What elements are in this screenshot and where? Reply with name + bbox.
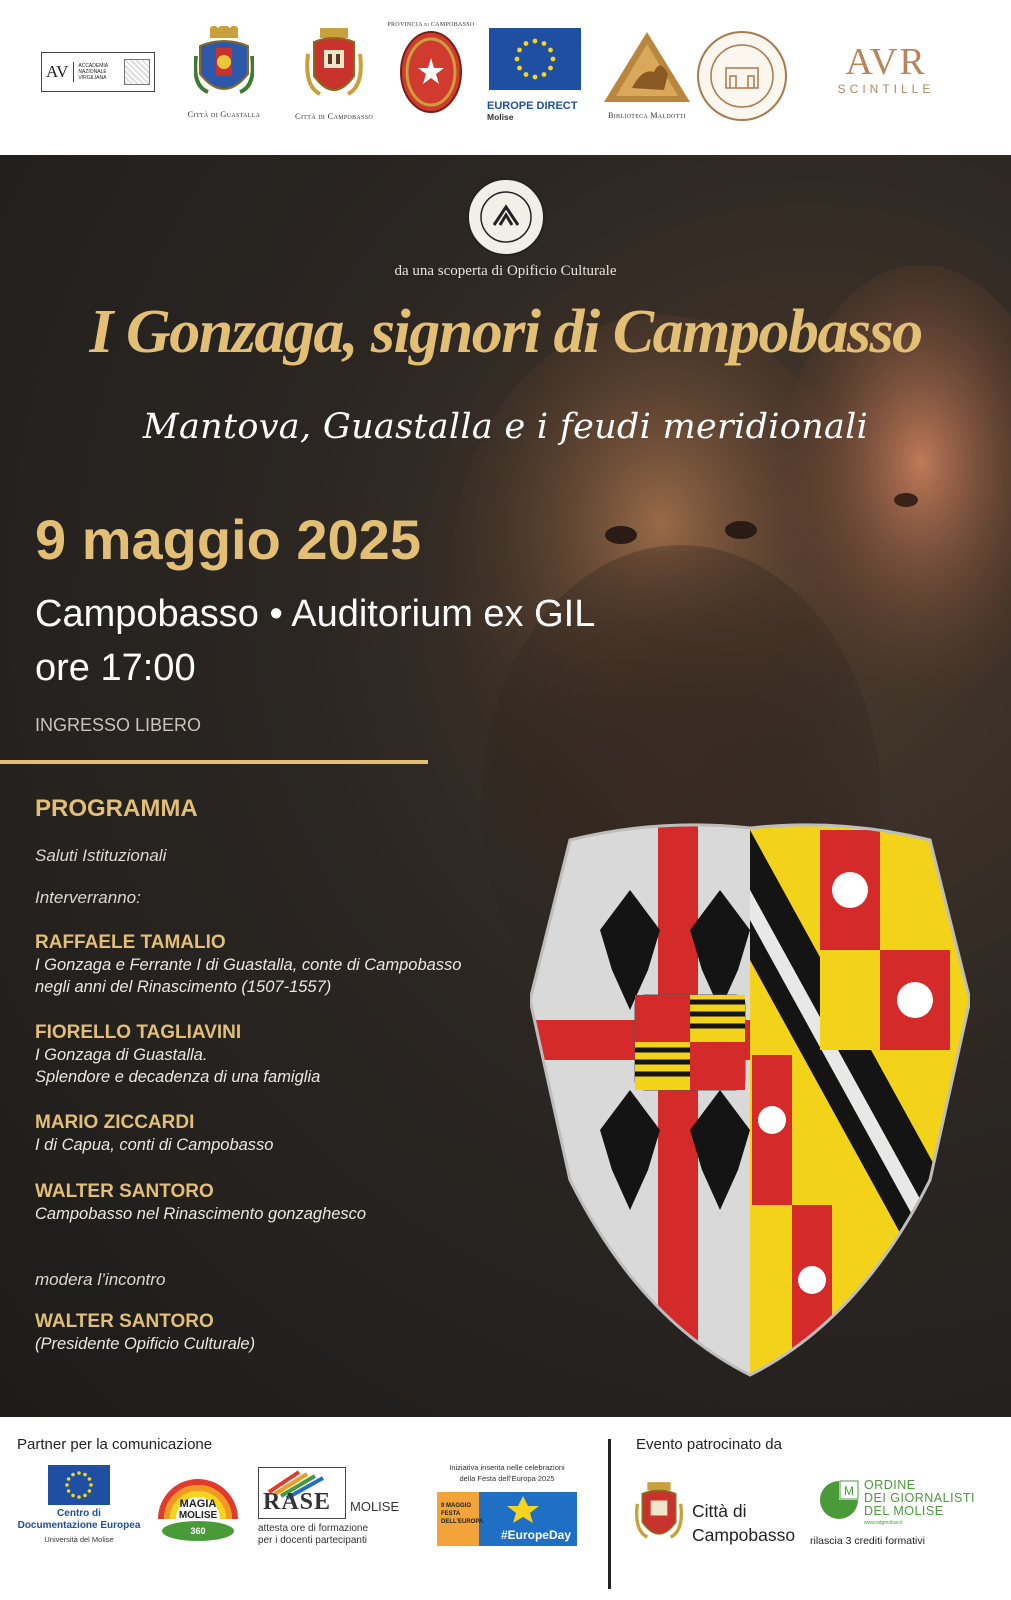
rase-note-line2: per i docenti partecipanti	[258, 1535, 367, 1546]
moderator-name: WALTER SANTORO	[35, 1311, 214, 1332]
program-heading: PROGRAMMA	[35, 795, 198, 822]
speaker-name: WALTER SANTORO	[35, 1181, 214, 1202]
speaker-name: FIORELLO TAGLIAVINI	[35, 1022, 242, 1043]
campobasso-logo	[286, 24, 382, 121]
europe-direct-logo	[487, 28, 583, 122]
europe-day-banner	[437, 1492, 577, 1546]
ordine-credits-note: rilascia 3 crediti formativi	[810, 1535, 925, 1547]
speaker-talk: I di Capua, conti di Campobasso	[35, 1136, 274, 1154]
festa-banner-text: 9 MAGGIO FESTA DELL’EUROPA	[441, 1503, 484, 1525]
guastalla-logo	[176, 26, 272, 119]
speaker-talk: Splendore e decadenza di una famiglia	[35, 1068, 321, 1086]
cde-sub: Università del Molise	[44, 1535, 114, 1544]
program-greetings: Saluti Istituzionali	[35, 846, 167, 865]
festa-europa-logo	[434, 1462, 580, 1546]
patron-heading: Evento patrocinato da	[636, 1436, 782, 1453]
ordine-giornalisti-mark-icon	[818, 1479, 860, 1521]
avr-scintille-logo	[820, 41, 952, 96]
avr-mark: AVR	[845, 41, 927, 83]
rase-mark	[258, 1467, 346, 1519]
campobasso-caption: Città di Campobasso	[295, 111, 373, 121]
festa-note-line1: Iniziativa inserita nelle celebrazioni	[449, 1463, 565, 1472]
speaker-entry	[35, 932, 462, 998]
av-mark: AV	[46, 62, 74, 82]
ordine-line3: DEL MOLISE	[864, 1504, 944, 1518]
cde-name: Centro di Documentazione Europea	[17, 1508, 141, 1531]
event-title: I Gonzaga, signori di Campobasso	[89, 298, 922, 366]
av-seal-icon	[124, 59, 150, 85]
speaker-name: RAFFAELE TAMALIO	[35, 932, 226, 953]
rase-note-line1: attesta ore di formazione	[258, 1523, 369, 1534]
speakers-intro: Interverranno:	[35, 888, 141, 907]
europe-day-hashtag: #EuropeDay	[500, 1528, 571, 1542]
entry-note: INGRESSO LIBERO	[35, 715, 202, 735]
rase-molise-logo	[258, 1467, 408, 1547]
star-icon	[493, 1494, 553, 1524]
ordine-name	[864, 1479, 975, 1518]
moderator-entry	[35, 1311, 255, 1355]
maldotti-caption: Biblioteca Maldotti	[608, 111, 686, 120]
citta-name	[692, 1499, 795, 1547]
vertical-divider	[608, 1439, 611, 1589]
rase-word: RASE	[263, 1489, 332, 1515]
speaker-talk: I Gonzaga di Guastalla.	[35, 1046, 208, 1064]
event-time: ore 17:00	[35, 647, 196, 689]
event-poster-panel	[0, 155, 1011, 1417]
gonzaga-coat-of-arms-icon	[530, 820, 970, 1380]
europe-direct-sub: Molise	[487, 112, 514, 122]
accademia-virgiliana-logo	[41, 52, 155, 92]
event-date: 9 maggio 2025	[35, 508, 421, 571]
speaker-name: MARIO ZICCARDI	[35, 1112, 195, 1133]
magia-molise-rainbow-icon	[155, 1465, 241, 1551]
campobasso-crest-icon	[634, 1475, 684, 1551]
magia-molise-logo	[155, 1465, 241, 1551]
speaker-talk: Campobasso nel Rinascimento gonzaghesco	[35, 1205, 367, 1223]
eu-flag-icon	[48, 1465, 110, 1505]
provincia-crest-icon	[398, 20, 464, 124]
maldotti-emblem-icon	[602, 28, 692, 108]
speaker-entry	[35, 1022, 320, 1088]
partner-heading: Partner per la comunicazione	[17, 1436, 213, 1453]
guastalla-crest-icon	[194, 26, 254, 104]
speaker-talk: negli anni del Rinascimento (1507-1557)	[35, 978, 332, 996]
event-subtitle: Mantova, Guastalla e i feudi meridionali	[142, 407, 869, 447]
speaker-entry	[35, 1181, 366, 1225]
eu-flag-icon	[489, 28, 581, 90]
palazzo-ducale-logo	[710, 30, 774, 127]
moderator-intro: modera l’incontro	[35, 1270, 166, 1289]
av-text: ACCADEMIA NAZIONALE VIRGILIANA	[78, 63, 108, 81]
sponsor-logo-strip	[0, 0, 1011, 155]
provincia-caption: PROVINCIA di CAMPOBASSO	[387, 22, 475, 28]
ordine-line1: ORDINE	[864, 1478, 916, 1492]
speaker-entry	[35, 1112, 273, 1156]
magia-num-text: 360	[190, 1526, 206, 1536]
citta-line2: Campobasso	[692, 1525, 796, 1545]
cde-logo	[17, 1465, 141, 1544]
gold-divider	[0, 760, 428, 764]
ordine-line2: DEI GIORNALISTI	[864, 1491, 975, 1505]
magia-mid-text: MOLISE	[178, 1510, 218, 1521]
ordine-url: www.odgmolise.it	[864, 1520, 903, 1526]
speaker-talk: I Gonzaga e Ferrante I di Guastalla, conte di Campobasso	[35, 956, 462, 974]
guastalla-caption: Città di Guastalla	[187, 109, 261, 119]
event-venue: Campobasso • Auditorium ex GIL	[35, 593, 596, 635]
campobasso-crest-icon	[304, 24, 364, 106]
citta-line1: Città di	[692, 1501, 747, 1521]
palazzo-ducale-seal-icon	[696, 30, 788, 122]
ordine-mark-letter: M	[844, 1484, 854, 1498]
maldotti-logo	[600, 28, 694, 120]
tagline: da una scoperta di Opificio Culturale	[394, 263, 617, 279]
moderator-role: (Presidente Opificio Culturale)	[35, 1335, 256, 1353]
festa-note-line2: della Festa dell’Europa 2025	[459, 1474, 555, 1483]
provincia-logo	[387, 20, 475, 129]
avr-sub: SCINTILLE	[837, 82, 935, 96]
rase-molise: MOLISE	[350, 1499, 400, 1514]
europe-direct-name: EUROPE DIRECT	[487, 100, 578, 112]
partner-logo-strip	[0, 1417, 1011, 1600]
opificio-culturale-logo-icon	[466, 177, 546, 257]
magia-top-text: MAGIA	[179, 1498, 217, 1510]
